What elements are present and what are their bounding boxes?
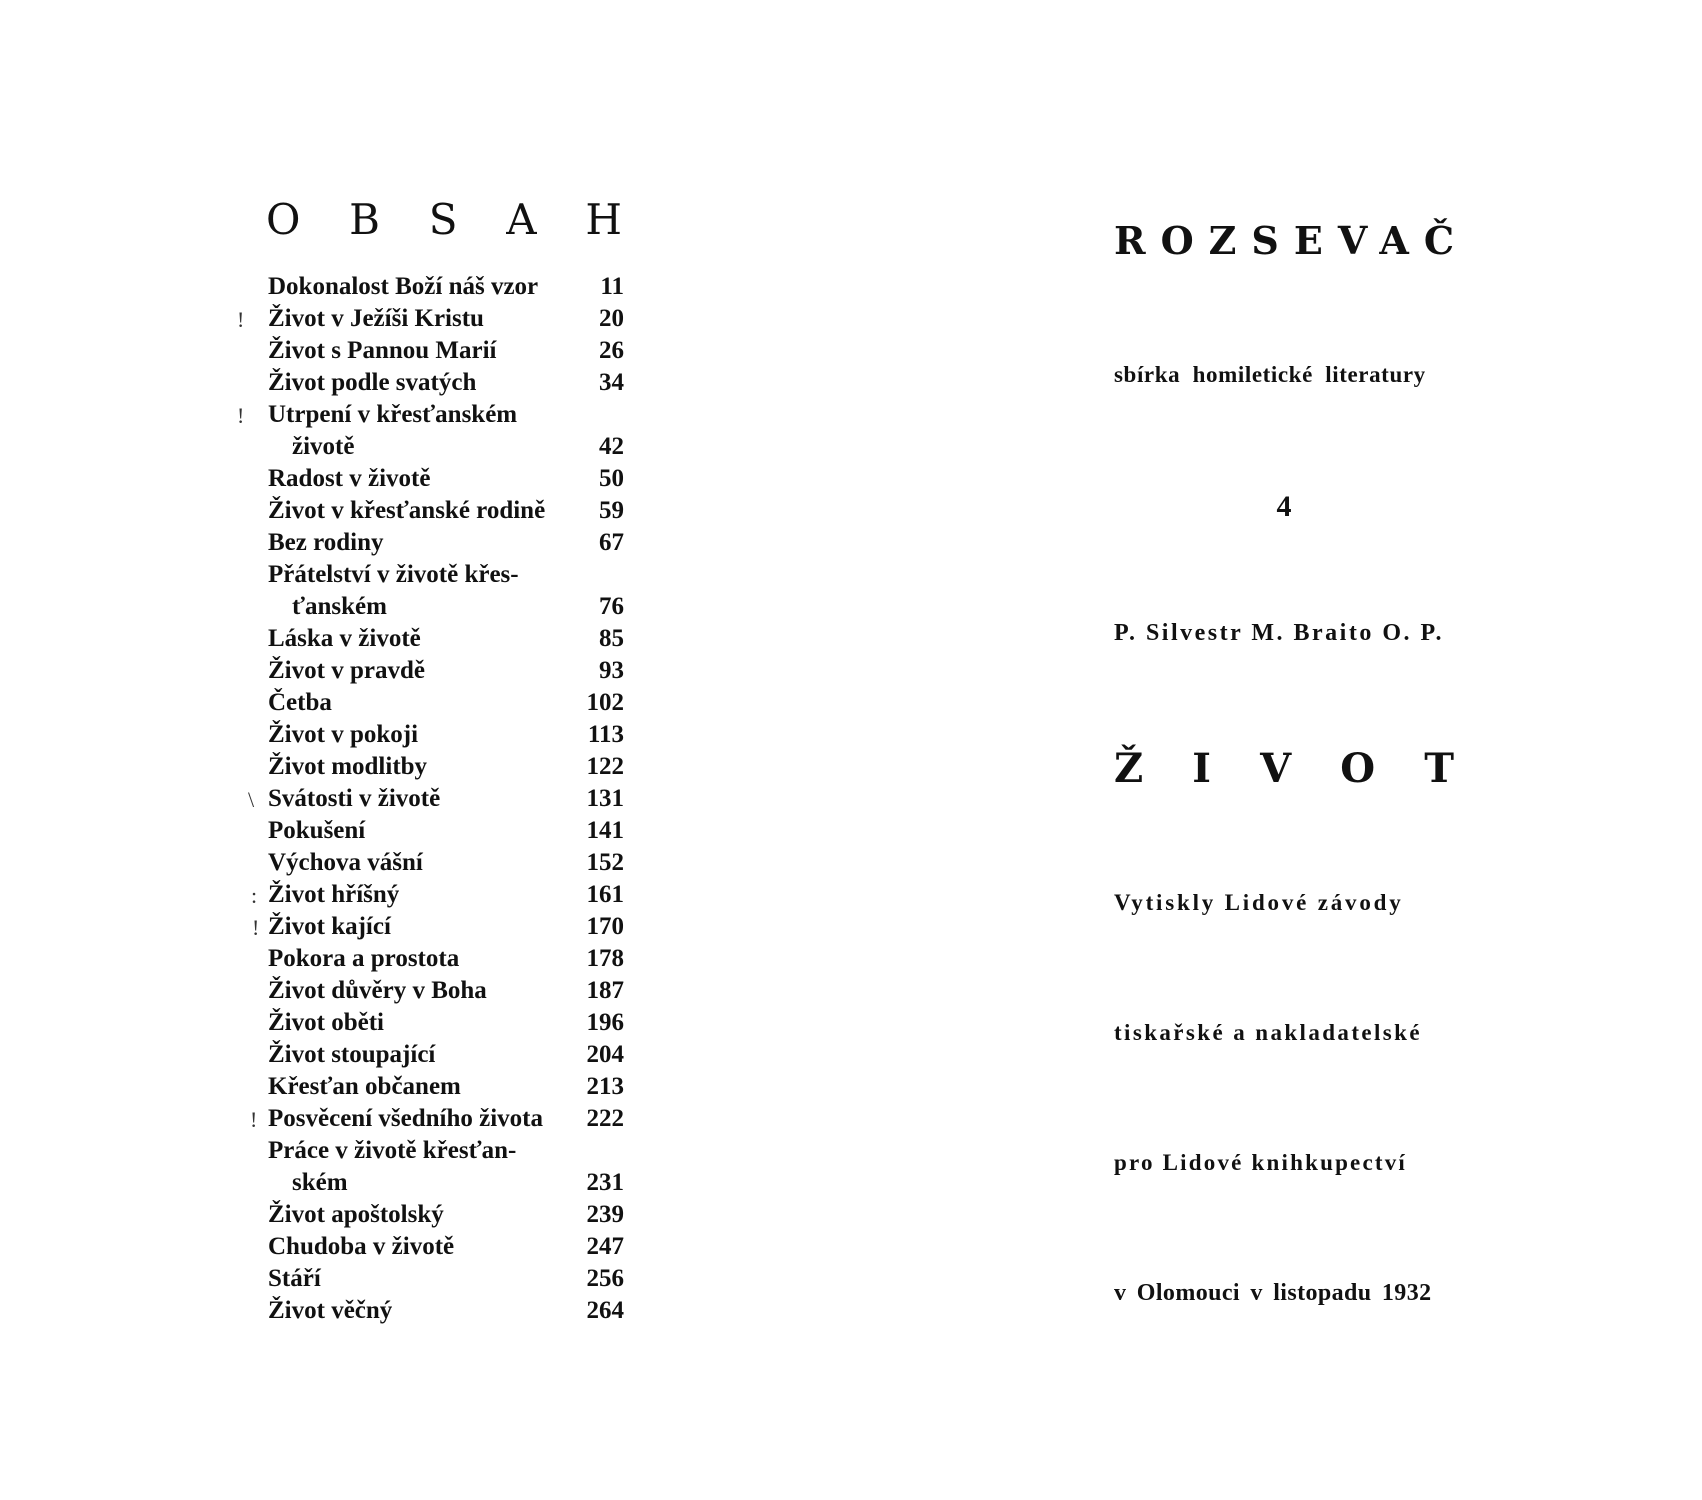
contents-entry-title	[268, 975, 564, 1007]
contents-entry-page-number: 26	[599, 337, 624, 364]
contents-entry-title	[268, 1103, 564, 1135]
contents-entry-title-text: Dokonalost Boží náš vzor	[268, 273, 539, 300]
book-title-letter: O	[1340, 745, 1376, 792]
contents-entry-page-number: 256	[586, 1265, 624, 1292]
contents-entry-page-number: 264	[586, 1297, 624, 1324]
contents-entry-page-number: 152	[586, 849, 624, 876]
contents-entry-page-number: 34	[599, 369, 624, 396]
contents-entry-page-number: 231	[586, 1169, 624, 1196]
contents-entry	[268, 1231, 624, 1263]
contents-entry-title	[268, 399, 564, 463]
contents-entry-title	[268, 911, 564, 943]
author-name: P. Silvestr M. Braito O. P.	[1114, 620, 1444, 646]
contents-entry-title-text: Život v křesťanské rodině	[268, 497, 546, 524]
contents-entry-title-text: Pokušení	[268, 817, 366, 844]
contents-entry-title	[268, 303, 564, 335]
contents-entry-title-text: Bez rodiny	[268, 529, 384, 556]
contents-entry-title-text: Posvěcení všedního života	[268, 1105, 543, 1132]
contents-entry-title-text: Svátosti v životě	[268, 785, 441, 812]
contents-entry-title-text: Přátelství v životě křes-	[268, 561, 519, 588]
contents-entry-page-number: 196	[586, 1009, 624, 1036]
contents-entry-title-text: Život modlitby	[268, 753, 428, 780]
contents-entry-page-number: 59	[599, 497, 624, 524]
contents-entry-title-text: Práce v životě křesťan-	[268, 1137, 517, 1164]
contents-entry-page-number: 161	[586, 881, 624, 908]
contents-heading	[266, 196, 622, 244]
contents-entry	[268, 303, 624, 335]
contents-entry-page-number: 247	[586, 1233, 624, 1260]
contents-entry-title	[268, 559, 564, 623]
contents-entry-page-number: 239	[586, 1201, 624, 1228]
contents-entry-title	[268, 1295, 564, 1327]
contents-entry	[268, 687, 624, 719]
margin-mark: \	[248, 787, 255, 812]
contents-entry	[268, 751, 624, 783]
contents-entry-title-text: Život oběti	[268, 1009, 384, 1036]
contents-entry-page-number: 76	[599, 593, 624, 620]
contents-entry-title-text: Utrpení v křesťanském	[268, 401, 518, 428]
contents-entry	[268, 943, 624, 975]
contents-entry-page-number: 222	[586, 1105, 624, 1132]
contents-heading-letter: O	[266, 195, 301, 244]
book-title	[1114, 745, 1454, 792]
contents-entry-page-number: 204	[586, 1041, 624, 1068]
contents-entry	[268, 847, 624, 879]
contents-entry-title-continuation: ťanském	[292, 593, 387, 620]
contents-entry	[268, 1263, 624, 1295]
contents-entry-title-text: Život v pokoji	[268, 721, 419, 748]
contents-entry-title	[268, 1039, 564, 1071]
contents-heading-letter: H	[585, 195, 622, 244]
contents-entry	[268, 463, 624, 495]
contents-entry-title-text: Život v pravdě	[268, 657, 425, 684]
contents-heading-letter: S	[428, 195, 458, 244]
margin-mark: !	[252, 915, 260, 940]
contents-entry-page-number: 141	[586, 817, 624, 844]
contents-entry-page-number: 67	[599, 529, 624, 556]
contents-entry-title	[268, 271, 564, 303]
contents-entry-page-number: 213	[586, 1073, 624, 1100]
title-page	[851, 0, 1702, 1500]
contents-heading-letter: B	[349, 195, 381, 244]
contents-entry-title	[268, 1071, 564, 1103]
contents-entry	[268, 879, 624, 911]
contents-entry	[268, 1103, 624, 1135]
contents-entry	[268, 1295, 624, 1327]
contents-entry-page-number: 93	[599, 657, 624, 684]
contents-entry-title-text: Láska v životě	[268, 625, 421, 652]
contents-entry-title	[268, 367, 564, 399]
margin-mark: :	[251, 883, 258, 908]
series-title: ROZSEVAČ	[1114, 218, 1470, 263]
contents-entry	[268, 719, 624, 751]
contents-entry	[268, 367, 624, 399]
contents-entry-title	[268, 751, 564, 783]
contents-entry-title	[268, 815, 564, 847]
contents-entry-page-number: 113	[587, 721, 624, 748]
contents-entry-title-continuation: životě	[292, 433, 355, 460]
contents-entry-title	[268, 719, 564, 751]
contents-entry-page-number: 102	[586, 689, 624, 716]
contents-entry	[268, 655, 624, 687]
contents-entry-title-text: Život kající	[268, 913, 391, 940]
contents-entry-title	[268, 1231, 564, 1263]
contents-entry-title	[268, 847, 564, 879]
contents-entry-page-number: 11	[600, 273, 624, 300]
contents-entry-title-text: Život důvěry v Boha	[268, 977, 487, 1004]
contents-entry-title	[268, 623, 564, 655]
contents-entry-page-number: 170	[586, 913, 624, 940]
contents-entry	[268, 911, 624, 943]
imprint-line: v Olomouci v listopadu 1932	[1114, 1280, 1432, 1306]
contents-entry	[268, 1071, 624, 1103]
contents-entry-title	[268, 527, 564, 559]
contents-entry-page-number: 122	[586, 753, 624, 780]
contents-heading-letter: A	[506, 195, 537, 244]
contents-entry-title-text: Život hříšný	[268, 881, 400, 908]
contents-entry	[268, 495, 624, 527]
contents-entry-title	[268, 1007, 564, 1039]
contents-entry	[268, 559, 624, 623]
contents-entry-title	[268, 943, 564, 975]
printer-line: Vytiskly Lidové závody	[1114, 890, 1404, 915]
book-title-letter: V	[1260, 745, 1292, 792]
contents-entry	[268, 335, 624, 367]
series-subtitle: sbírka homiletické literatury	[1114, 362, 1426, 387]
volume-number: 4	[1276, 490, 1292, 523]
contents-entry	[268, 399, 624, 463]
contents-entry	[268, 271, 624, 303]
contents-entry	[268, 1135, 624, 1199]
contents-entry-title	[268, 655, 564, 687]
margin-mark: !	[237, 307, 245, 332]
contents-entry-title	[268, 335, 564, 367]
margin-mark: !	[250, 1107, 258, 1132]
printer-line: tiskařské a nakladatelské	[1114, 1020, 1422, 1045]
contents-entry-page-number: 50	[599, 465, 624, 492]
contents-entry-page-number: 131	[586, 785, 624, 812]
contents-entry	[268, 623, 624, 655]
contents-entry	[268, 975, 624, 1007]
contents-entry-title-continuation: ském	[292, 1169, 348, 1196]
contents-entry-title-text: Život podle svatých	[268, 369, 477, 396]
contents-entry	[268, 783, 624, 815]
contents-entry-page-number: 85	[599, 625, 624, 652]
book-title-letter: I	[1192, 745, 1212, 792]
contents-entry-title-text: Život apoštolský	[268, 1201, 444, 1228]
contents-entry-page-number: 178	[586, 945, 624, 972]
contents-entry	[268, 1199, 624, 1231]
contents-entry-title	[268, 687, 564, 719]
book-title-letter: T	[1424, 745, 1454, 792]
contents-entry-title	[268, 463, 564, 495]
contents-list	[268, 271, 624, 1327]
contents-entry-title-text: Chudoba v životě	[268, 1233, 455, 1260]
contents-entry	[268, 527, 624, 559]
contents-entry-title	[268, 1135, 564, 1199]
contents-entry-title	[268, 879, 564, 911]
contents-entry-title-text: Stáří	[268, 1265, 321, 1292]
contents-entry-title-text: Pokora a prostota	[268, 945, 460, 972]
printer-line: pro Lidové knihkupectví	[1114, 1150, 1408, 1175]
contents-entry-title-text: Četba	[268, 689, 332, 716]
contents-entry	[268, 1039, 624, 1071]
contents-entry-title	[268, 1263, 564, 1295]
contents-entry	[268, 1007, 624, 1039]
contents-entry-title-text: Život věčný	[268, 1297, 393, 1324]
contents-entry-page-number: 20	[599, 305, 624, 332]
contents-entry-title	[268, 1199, 564, 1231]
book-title-letter: Ž	[1114, 745, 1144, 792]
contents-entry-title-text: Život s Pannou Marií	[268, 337, 497, 364]
contents-entry-title-text: Výchova vášní	[268, 849, 423, 876]
contents-entry-title	[268, 783, 564, 815]
contents-entry	[268, 815, 624, 847]
contents-entry-title-text: Život stoupající	[268, 1041, 436, 1068]
contents-entry-page-number: 187	[586, 977, 624, 1004]
contents-entry-title-text: Život v Ježíši Kristu	[268, 305, 484, 332]
contents-entry-title-text: Křesťan občanem	[268, 1073, 461, 1100]
margin-mark: !	[237, 403, 245, 428]
contents-entry-title	[268, 495, 564, 527]
contents-entry-page-number: 42	[599, 433, 624, 460]
contents-entry-title-text: Radost v životě	[268, 465, 431, 492]
